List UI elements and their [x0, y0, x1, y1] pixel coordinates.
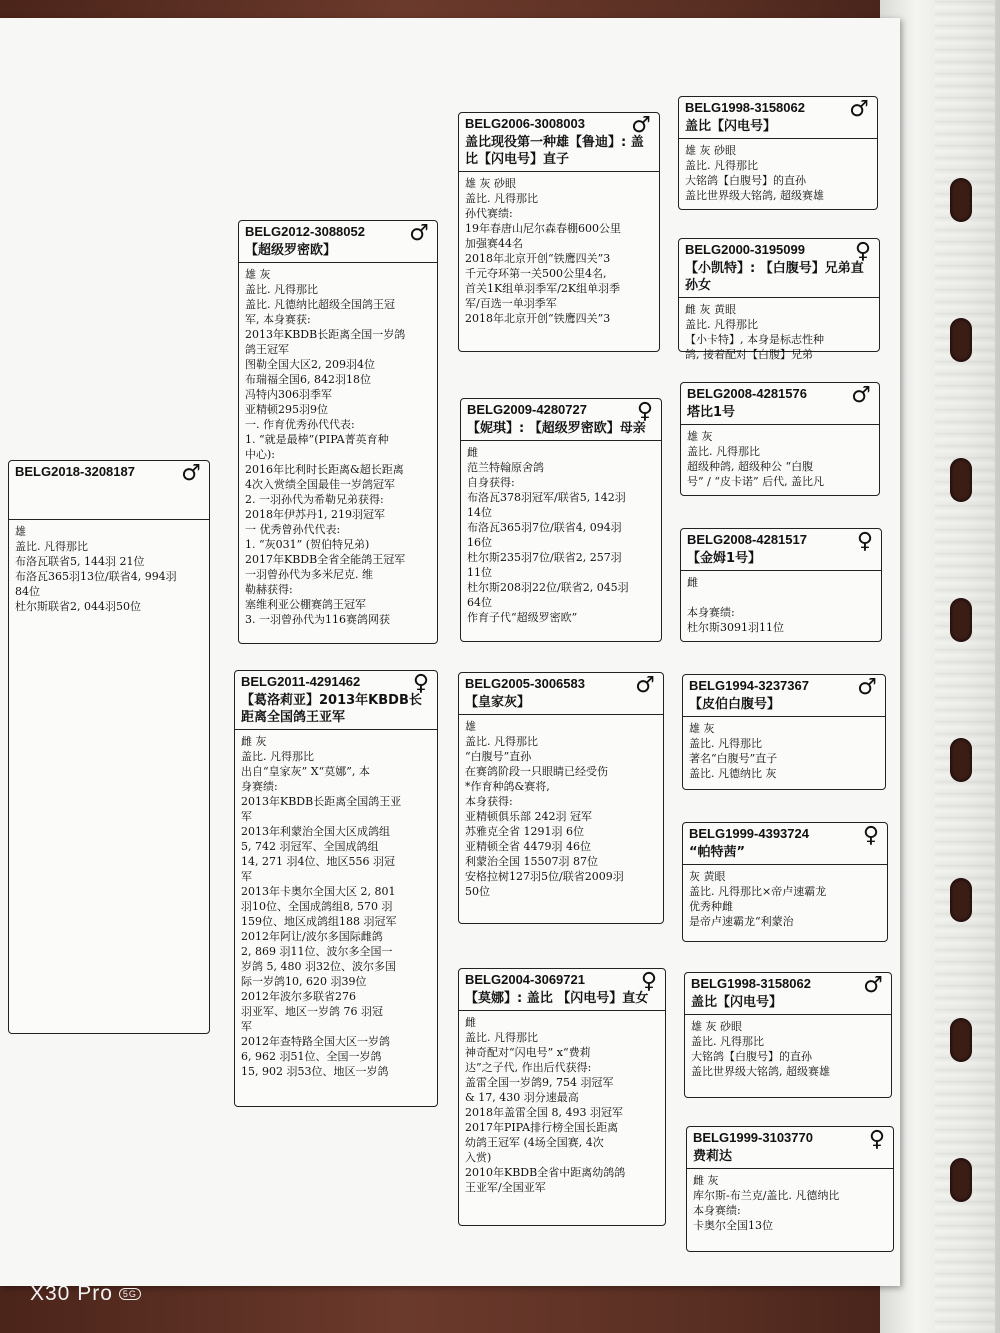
detail-line: 一羽曾孙代为多米尼克. 维	[245, 568, 373, 581]
detail-line: 作育子代“超级罗密欧”	[467, 611, 578, 624]
detail-line: 冯特内306羽季军	[245, 388, 332, 401]
card-header	[461, 399, 661, 441]
detail-line: 2018年盖雷全国 8, 493 羽冠军	[465, 1106, 623, 1119]
pigeon-name: 盖比现役第一种雄【鲁迪】: 盖比【闪电号】直子	[465, 135, 644, 167]
detail-line: 14位	[467, 506, 492, 519]
card-body	[683, 865, 887, 933]
binder-hole	[950, 178, 972, 222]
card-body	[685, 1015, 891, 1083]
pedigree-card	[8, 460, 210, 1034]
card-header	[459, 673, 663, 715]
pigeon-name: 盖比【闪电号】	[691, 995, 783, 1010]
detail-line: 11位	[467, 566, 492, 579]
detail-line: 雄 灰	[687, 430, 713, 443]
detail-line: 勒赫获得:	[245, 583, 293, 596]
detail-line: 2010年KBDB全省中距离幼鸽鸽	[465, 1166, 626, 1179]
detail-line: 自身获得:	[467, 476, 515, 489]
detail-line: 盖比. 凡得那比	[691, 1035, 764, 1048]
detail-line: 出自“皇家灰” X“莫娜”, 本	[241, 765, 370, 778]
male-symbol-icon: ♂	[181, 461, 201, 486]
detail-line: 2012年波尔多联省276	[241, 990, 356, 1003]
ring-number: BELG2000-3195099	[685, 242, 805, 257]
male-symbol-icon: ♂	[409, 221, 429, 246]
pigeon-name: “帕特茜”	[689, 845, 746, 860]
card-header	[459, 113, 659, 172]
detail-line: 杜尔斯3091羽11位	[687, 621, 784, 634]
pedigree-card	[678, 238, 880, 361]
detail-line: 84位	[15, 585, 40, 598]
detail-line: 军, 本身赛获:	[245, 313, 311, 326]
detail-line: 雄	[15, 525, 26, 538]
detail-line: 盖比. 凡得那比	[465, 735, 538, 748]
detail-line: 羽亚军、地区一岁鸽 76 羽冠	[241, 1005, 383, 1018]
detail-line: 在赛鸽阶段一只眼睛已经受伤	[465, 765, 608, 778]
detail-line: 3. 一羽曾孙代为116赛鸽网获	[245, 613, 390, 626]
detail-line: 布瑞福全国6, 842羽18位	[245, 373, 371, 386]
detail-line: 2017年PIPA排行榜全国长距离	[465, 1121, 619, 1134]
detail-line: 一. 作育优秀孙代代表:	[245, 418, 355, 431]
detail-line: 19年春唐山尼尔森春棚600公里	[465, 222, 621, 235]
detail-line: 2018年伊苏丹1, 219羽冠军	[245, 508, 385, 521]
detail-line: 大铭鸽【白腹号】的直孙	[685, 174, 806, 187]
pigeon-name: 【皇家灰】	[465, 695, 531, 710]
pigeon-name: 塔比1号	[687, 405, 736, 420]
ring-number: BELG1998-3158062	[691, 976, 811, 991]
detail-line: 雌	[467, 446, 478, 459]
card-body	[683, 717, 885, 785]
card-header	[681, 383, 879, 425]
detail-line: 雄	[465, 720, 476, 733]
detail-line: 5, 742 羽冠军、全国成鸽组	[241, 840, 379, 853]
detail-line: 盖比. 凡得那比	[241, 750, 314, 763]
detail-line: 身赛绩:	[241, 780, 278, 793]
detail-line: 大铭鸽【白腹号】的直孙	[691, 1050, 812, 1063]
detail-line: 16位	[467, 536, 492, 549]
detail-line: 苏雅克全省 1291羽 6位	[465, 825, 584, 838]
detail-line: 雄 灰 砂眼	[691, 1020, 742, 1033]
ring-number: BELG2018-3208187	[15, 464, 135, 479]
detail-line: 王亚军/全国亚军	[465, 1181, 546, 1194]
detail-line: 首关1K组单羽季军/2K组单羽季	[465, 282, 621, 295]
pigeon-name: 费莉达	[693, 1149, 733, 1164]
detail-line: 入赏)	[465, 1151, 492, 1164]
detail-line: 中心):	[245, 448, 275, 461]
binder-hole	[950, 878, 972, 922]
detail-line: 2013年KBDB长距离全国一岁鸽	[245, 328, 406, 341]
detail-line: & 17, 430 羽分速最高	[465, 1091, 579, 1104]
binder-hole	[950, 1018, 972, 1062]
detail-line: 雄 灰 砂眼	[465, 177, 516, 190]
card-body	[235, 730, 437, 1083]
detail-line	[687, 590, 875, 605]
card-body	[687, 1169, 893, 1237]
card-body	[679, 139, 877, 207]
detail-line: 杜尔斯235羽7位/联省2, 257羽	[467, 551, 622, 564]
ring-number: BELG2008-4281576	[687, 386, 807, 401]
detail-line: 1. “灰031” (贺伯特兄弟)	[245, 538, 370, 551]
detail-line: 一 优秀曾孙代代表:	[245, 523, 341, 536]
card-header	[459, 969, 665, 1011]
female-symbol-icon: ♀	[862, 823, 879, 848]
camera-watermark	[30, 1282, 141, 1306]
detail-line: 布洛瓦365羽7位/联省4, 094羽	[467, 521, 622, 534]
ring-number: BELG2008-4281517	[687, 532, 807, 547]
female-symbol-icon: ♀	[636, 399, 653, 424]
card-header	[687, 1127, 893, 1169]
pedigree-card	[238, 220, 438, 644]
card-header	[683, 675, 885, 717]
pedigree-card	[458, 112, 660, 352]
detail-line: 灰 黄眼	[689, 870, 726, 883]
detail-line: “白腹号”直孙	[465, 750, 532, 763]
pedigree-card	[678, 96, 878, 210]
detail-line: 军	[241, 870, 252, 883]
detail-line: 盖比. 凡得那比×帝卢速霸龙	[689, 885, 827, 898]
detail-line: 岁鸽 5, 480 羽32位、波尔多国	[241, 960, 396, 973]
card-body	[459, 715, 663, 903]
card-body	[239, 263, 437, 631]
detail-line: 范兰特翰原舍鸽	[467, 461, 544, 474]
ring-number: BELG1994-3237367	[689, 678, 809, 693]
network-badge: 5G	[119, 1288, 141, 1300]
detail-line: 2013年利蒙治全国大区成鸽组	[241, 825, 390, 838]
pedigree-card	[682, 822, 888, 942]
detail-line: 1. “就是最棒”(PIPA菁英育种	[245, 433, 389, 446]
detail-line: 盖比世界级大铭鸽, 超级赛雄	[691, 1065, 830, 1078]
detail-line: 雌 灰 黄眼	[685, 303, 736, 316]
pigeon-name: 【超级罗密欧】	[245, 243, 337, 258]
detail-line: 图勒全国大区2, 209羽4位	[245, 358, 375, 371]
pedigree-card	[682, 674, 886, 790]
detail-line: 雄 灰 砂眼	[685, 144, 736, 157]
detail-line: 利蒙治全国 15507羽 87位	[465, 855, 598, 868]
binder-hole	[950, 1158, 972, 1202]
detail-line: 卡奥尔全国13位	[693, 1219, 773, 1232]
male-symbol-icon: ♂	[857, 675, 877, 700]
detail-line: 鸽王冠军	[245, 343, 289, 356]
detail-line: 2012年阿让/波尔多国际雌鸽	[241, 930, 383, 943]
detail-line: 盖比世界级大铭鸽, 超级赛雄	[685, 189, 824, 202]
detail-line: 千元夺环第一关500公里4名,	[465, 267, 607, 280]
ring-number: BELG2004-3069721	[465, 972, 585, 987]
ring-number: BELG2011-4291462	[241, 674, 361, 689]
binder-hole	[950, 318, 972, 362]
detail-line: 著名“白腹号”直子	[689, 752, 778, 765]
male-symbol-icon: ♂	[863, 973, 883, 998]
male-symbol-icon: ♂	[635, 673, 655, 698]
detail-line: 50位	[465, 885, 490, 898]
female-symbol-icon: ♀	[640, 969, 657, 994]
pigeon-name: 【皮伯白腹号】	[689, 697, 781, 712]
female-symbol-icon: ♀	[412, 671, 429, 696]
detail-line: 盖比. 凡德纳比 灰	[689, 767, 777, 780]
card-header	[679, 239, 879, 298]
detail-line: 杜尔斯208羽22位/联省2, 045羽	[467, 581, 629, 594]
ring-number: BELG2012-3088052	[245, 224, 365, 239]
card-header	[685, 973, 891, 1015]
card-header	[681, 529, 881, 571]
pedigree-card	[686, 1126, 894, 1252]
detail-line: 达”之子代, 作出后代获得:	[465, 1061, 592, 1074]
pedigree-card	[684, 972, 892, 1098]
detail-line: 号” / “皮卡诺” 后代, 盖比凡	[687, 475, 825, 488]
detail-line: 2. 一羽孙代为希勒兄弟获得:	[245, 493, 384, 506]
detail-line: 64位	[467, 596, 492, 609]
detail-line: 亚精顿295羽9位	[245, 403, 328, 416]
detail-line: 本身赛绩:	[687, 606, 735, 619]
ring-number: BELG2009-4280727	[467, 402, 587, 417]
card-header	[679, 97, 877, 139]
detail-line: 盖比. 凡得那比	[15, 540, 88, 553]
pigeon-name: 【小凯特】: 【白腹号】兄弟直孙女	[685, 261, 864, 293]
detail-line: 军	[241, 1020, 252, 1033]
pedigree-card	[680, 382, 880, 496]
card-body	[681, 571, 881, 639]
detail-line: 幼鸽王冠军 (4场全国赛, 4次	[465, 1136, 604, 1149]
ring-number: BELG2006-3008003	[465, 116, 585, 131]
ring-number: BELG2005-3006583	[465, 676, 585, 691]
detail-line: 盖比. 凡得那比	[245, 283, 318, 296]
detail-line: 盖比. 凡得那比	[685, 159, 758, 172]
pigeon-name: 【妮琪】: 【超级罗密欧】母亲	[467, 421, 646, 436]
binder-hole	[950, 598, 972, 642]
detail-line: 159位、地区成鸽组188 羽冠军	[241, 915, 397, 928]
male-symbol-icon: ♂	[631, 113, 651, 138]
detail-line: 2018年北京开创“铁鹰四关”3	[465, 312, 611, 325]
detail-line: 雌 灰	[693, 1174, 719, 1187]
female-symbol-icon: ♀	[868, 1127, 885, 1152]
detail-line: 盖比. 凡德纳比超级全国鸽王冠	[245, 298, 395, 311]
detail-line: 羽10位、全国成鸽组8, 570 羽	[241, 900, 393, 913]
camera-brand: X30 Pro	[30, 1282, 113, 1305]
pedigree-card	[680, 528, 882, 642]
female-symbol-icon: ♀	[854, 239, 871, 264]
pigeon-name: 【金姆1号】	[687, 551, 762, 566]
detail-line: 【小卡特】, 本身是标志性种	[685, 333, 824, 346]
detail-line: 雄 灰	[245, 268, 271, 281]
detail-line: 2016年比利时长距离&超长距离	[245, 463, 404, 476]
detail-line: 2013年卡奥尔全国大区 2, 801	[241, 885, 396, 898]
detail-line: 盖比. 凡得那比	[465, 1031, 538, 1044]
detail-line: 优秀种雌	[689, 900, 733, 913]
detail-line: 本身赛绩:	[693, 1204, 741, 1217]
pigeon-name	[15, 482, 203, 516]
detail-line: *作育种鸽&赛将,	[465, 780, 550, 793]
ring-number: BELG1999-3103770	[693, 1130, 813, 1145]
card-header	[239, 221, 437, 263]
detail-line: 杜尔斯联省2, 044羽50位	[15, 600, 141, 613]
pigeon-name: 【莫娜】: 盖比 【闪电号】直女	[465, 991, 649, 1006]
detail-line: 15, 902 羽53位、地区一岁鸽	[241, 1065, 389, 1078]
ring-number: BELG1999-4393724	[689, 826, 809, 841]
detail-line: 塞维利亚公棚赛鸽王冠军	[245, 598, 366, 611]
card-body	[9, 520, 209, 618]
pedigree-card	[460, 398, 662, 642]
detail-line: 14, 271 羽4位、地区556 羽冠	[241, 855, 395, 868]
detail-line: 布洛瓦378羽冠军/联省5, 142羽	[467, 491, 626, 504]
card-header	[235, 671, 437, 730]
male-symbol-icon: ♂	[851, 383, 871, 408]
card-body	[459, 172, 659, 330]
detail-line: 孙代赛绩:	[465, 207, 513, 220]
detail-line: 亚精顿全省 4479羽 46位	[465, 840, 591, 853]
detail-line: 安格拉树127羽5位/联省2009羽	[465, 870, 624, 883]
detail-line: 雌	[465, 1016, 476, 1029]
detail-line: 布洛瓦联省5, 144羽 21位	[15, 555, 145, 568]
detail-line: 盖比. 凡得那比	[465, 192, 538, 205]
detail-line: 盖比. 凡得那比	[685, 318, 758, 331]
detail-line: 雄 灰	[689, 722, 715, 735]
detail-line: 盖比. 凡得那比	[689, 737, 762, 750]
detail-line: 神奇配对“闪电号” x“费莉	[465, 1046, 591, 1059]
card-header	[683, 823, 887, 865]
card-body	[679, 298, 879, 366]
detail-line: 雌 灰	[241, 735, 267, 748]
male-symbol-icon: ♂	[849, 97, 869, 122]
binder-hole	[950, 738, 972, 782]
detail-line: 2012年查特路全国大区一岁鸽	[241, 1035, 390, 1048]
ring-number: BELG1998-3158062	[685, 100, 805, 115]
female-symbol-icon: ♀	[856, 529, 873, 554]
detail-line: 6, 962 羽51位、全国一岁鸽	[241, 1050, 382, 1063]
detail-line: 亚精顿俱乐部 242羽 冠军	[465, 810, 592, 823]
card-body	[681, 425, 879, 493]
detail-line: 军	[241, 810, 252, 823]
pedigree-card	[458, 672, 664, 924]
detail-line: 加强赛44名	[465, 237, 523, 250]
detail-line: 盖比. 凡得那比	[687, 445, 760, 458]
detail-line: 2017年KBDB全省全能鸽王冠军	[245, 553, 406, 566]
detail-line: 际一岁鸽10, 620 羽39位	[241, 975, 367, 988]
detail-line: 是帝卢速霸龙“利蒙治	[689, 915, 794, 928]
detail-line: 2013年KBDB长距离全国鸽王亚	[241, 795, 402, 808]
card-body	[461, 441, 661, 629]
detail-line: 布洛瓦365羽13位/联省4, 994羽	[15, 570, 177, 583]
binder-hole	[950, 458, 972, 502]
pedigree-card	[458, 968, 666, 1226]
detail-line: 超级种鸽, 超级种公 “白腹	[687, 460, 814, 473]
detail-line: 本身获得:	[465, 795, 513, 808]
detail-line: 4次入赏绩全国最佳一岁鸽冠军	[245, 478, 395, 491]
detail-line: 盖雷全国一岁鸽9, 754 羽冠军	[465, 1076, 614, 1089]
detail-line: 鸽, 接着配对【白腹】兄弟	[685, 348, 813, 361]
pigeon-name: 盖比【闪电号】	[685, 119, 777, 134]
card-header	[9, 461, 209, 520]
card-body	[459, 1011, 665, 1199]
detail-line: 雌	[687, 576, 698, 589]
detail-line: 2018年北京开创“铁鹰四关”3	[465, 252, 611, 265]
pigeon-name: 【葛洛莉亚】2013年KBDB长距离全国鸽王亚军	[241, 693, 422, 725]
detail-line: 军/百选一单羽季军	[465, 297, 557, 310]
detail-line: 库尔斯-布兰克/盖比. 凡德纳比	[693, 1189, 840, 1202]
detail-line: 2, 869 羽11位、波尔多全国一	[241, 945, 393, 958]
pedigree-card	[234, 670, 438, 1107]
